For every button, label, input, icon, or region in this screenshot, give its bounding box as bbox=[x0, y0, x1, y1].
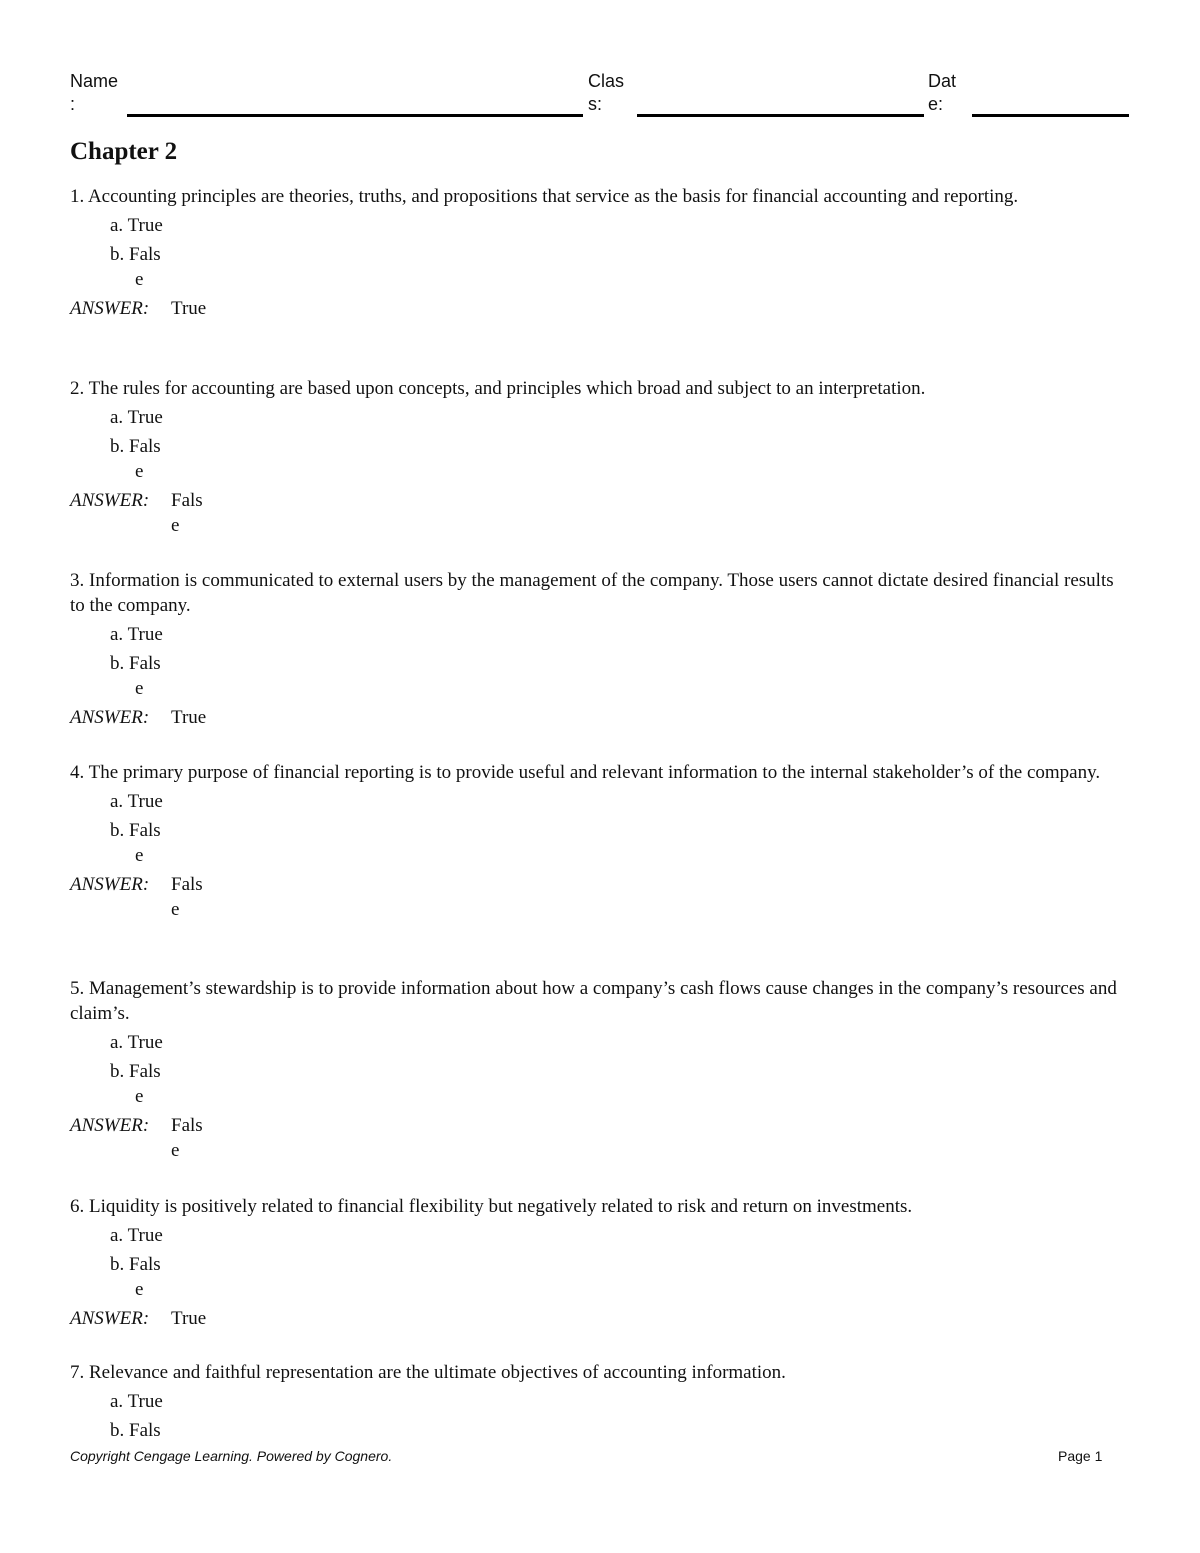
name-label-colon: : bbox=[70, 94, 76, 114]
answer-wrap: e bbox=[171, 1140, 180, 1161]
answer bbox=[70, 705, 1130, 730]
option-a bbox=[70, 1389, 1130, 1414]
class-field-label bbox=[588, 70, 624, 116]
option-a-text: a. True bbox=[110, 1391, 163, 1412]
answer-text: Fals bbox=[171, 490, 203, 511]
option-b-wrap: e bbox=[135, 845, 144, 866]
answer-text: Fals bbox=[171, 874, 203, 895]
option-a bbox=[70, 789, 1130, 814]
option-b bbox=[70, 1059, 1130, 1109]
answer-text: True bbox=[171, 298, 207, 319]
answer-text: True bbox=[171, 1308, 207, 1329]
date-field-label bbox=[928, 70, 956, 116]
chapter-title: Chapter 2 bbox=[70, 138, 178, 165]
answer-value bbox=[171, 488, 203, 538]
option-b-wrap: e bbox=[135, 678, 144, 699]
question-stem: 1. Accounting principles are theories, truths, and propositions that service as the basis for financial accounting and reporting. bbox=[70, 186, 1019, 207]
date-underline[interactable] bbox=[972, 114, 1129, 117]
question-7 bbox=[70, 1360, 1130, 1443]
name-field-label bbox=[70, 70, 118, 116]
option-b-text: b. Fals bbox=[110, 436, 161, 457]
name-underline[interactable] bbox=[127, 114, 583, 117]
option-b bbox=[70, 818, 1130, 868]
option-a bbox=[70, 405, 1130, 430]
option-b-text: b. Fals bbox=[110, 1254, 161, 1275]
answer-value bbox=[171, 705, 206, 730]
question-stem: 4. The primary purpose of financial reporting is to provide useful and relevant information to the internal stakeholder’s of the company. bbox=[70, 762, 1101, 783]
question-6 bbox=[70, 1194, 1130, 1331]
answer-value bbox=[171, 872, 203, 922]
option-b bbox=[70, 242, 1130, 292]
answer bbox=[70, 872, 1130, 922]
answer-wrap: e bbox=[171, 515, 180, 536]
option-a-text: a. True bbox=[110, 1225, 163, 1246]
question-5 bbox=[70, 976, 1130, 1163]
footer-page-number: Page 1 bbox=[1058, 1448, 1103, 1464]
answer bbox=[70, 488, 1130, 538]
answer-label: ANSWER: bbox=[70, 1115, 150, 1136]
answer-label: ANSWER: bbox=[70, 298, 150, 319]
answer-value bbox=[171, 1113, 203, 1163]
question-stem: 7. Relevance and faithful representation are the ultimate objectives of accounting information. bbox=[70, 1362, 786, 1383]
class-underline[interactable] bbox=[637, 114, 924, 117]
option-b-wrap: e bbox=[135, 1086, 144, 1107]
answer-label: ANSWER: bbox=[70, 1308, 150, 1329]
answer-label: ANSWER: bbox=[70, 874, 150, 895]
question-3 bbox=[70, 568, 1130, 730]
option-b-text: b. Fals bbox=[110, 1420, 161, 1441]
date-label: Dat bbox=[928, 71, 957, 91]
option-b bbox=[70, 434, 1130, 484]
question-4 bbox=[70, 760, 1130, 922]
option-a-text: a. True bbox=[110, 215, 163, 236]
class-label: Clas bbox=[588, 71, 625, 91]
answer bbox=[70, 1113, 1130, 1163]
option-a-text: a. True bbox=[110, 791, 163, 812]
answer-label: ANSWER: bbox=[70, 707, 150, 728]
option-a-text: a. True bbox=[110, 407, 163, 428]
question-2 bbox=[70, 376, 1130, 538]
answer bbox=[70, 296, 1130, 321]
answer-value bbox=[171, 296, 206, 321]
option-b bbox=[70, 1418, 1130, 1443]
answer-wrap: e bbox=[171, 899, 180, 920]
answer-text: True bbox=[171, 707, 207, 728]
class-label-colon: s: bbox=[588, 94, 603, 114]
option-b-text: b. Fals bbox=[110, 244, 161, 265]
option-a-text: a. True bbox=[110, 1032, 163, 1053]
option-b-text: b. Fals bbox=[110, 653, 161, 674]
option-a bbox=[70, 1030, 1130, 1055]
option-b-wrap: e bbox=[135, 461, 144, 482]
answer bbox=[70, 1306, 1130, 1331]
option-a bbox=[70, 1223, 1130, 1248]
question-stem: 6. Liquidity is positively related to financial flexibility but negatively related to risk and return on investments. bbox=[70, 1196, 913, 1217]
question-stem: 3. Information is communicated to external users by the management of the company. Those users cannot dictate desired financial results to the company. bbox=[70, 570, 1114, 616]
question-stem: 2. The rules for accounting are based upon concepts, and principles which broad and subject to an interpretation. bbox=[70, 378, 926, 399]
option-b bbox=[70, 1252, 1130, 1302]
answer-value bbox=[171, 1306, 206, 1331]
option-a bbox=[70, 622, 1130, 647]
option-b bbox=[70, 651, 1130, 701]
option-b-wrap: e bbox=[135, 1279, 144, 1300]
option-a bbox=[70, 213, 1130, 238]
name-label: Name bbox=[70, 71, 119, 91]
option-b-text: b. Fals bbox=[110, 1061, 161, 1082]
option-b-text: b. Fals bbox=[110, 820, 161, 841]
option-a-text: a. True bbox=[110, 624, 163, 645]
date-label-colon: e: bbox=[928, 94, 944, 114]
answer-label: ANSWER: bbox=[70, 490, 150, 511]
question-1 bbox=[70, 184, 1130, 321]
answer-text: Fals bbox=[171, 1115, 203, 1136]
footer-copyright: Copyright Cengage Learning. Powered by Cognero. bbox=[70, 1448, 393, 1464]
option-b-wrap: e bbox=[135, 269, 144, 290]
question-stem: 5. Management’s stewardship is to provide information about how a company’s cash flows cause changes in the company’s resources and claim’s. bbox=[70, 978, 1117, 1024]
